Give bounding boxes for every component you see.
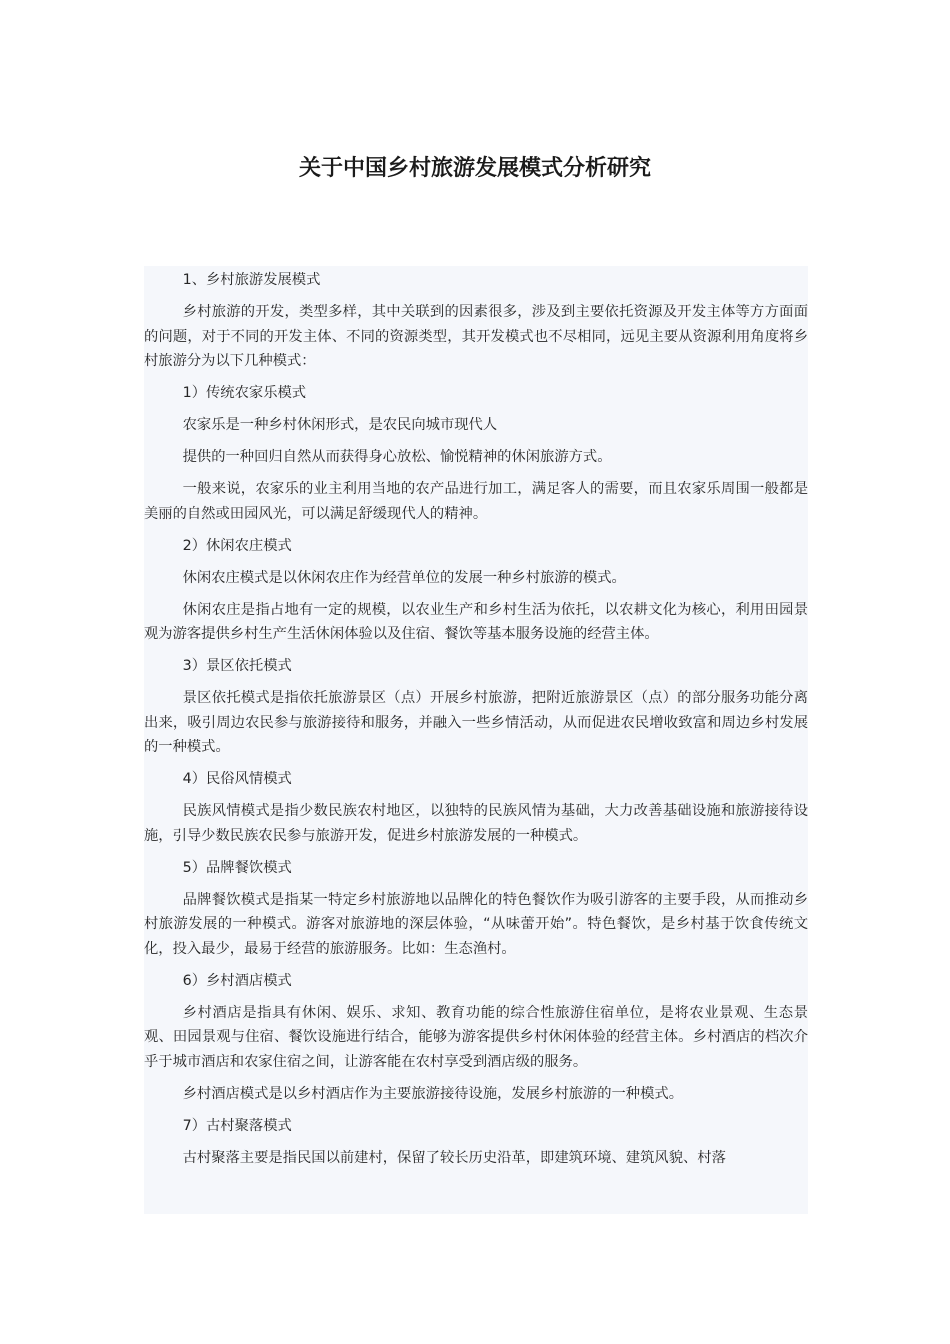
paragraph: 农家乐是一种乡村休闲形式，是农民向城市现代人 xyxy=(182,417,498,433)
paragraph: 景区依托模式是指依托旅游景区（点）开展乡村旅游，把附近旅游景区（点）的部分服务功能分离出来，吸引周边农民参与旅游接待和服务，并融入一些乡情活动，从而促进农民增收致富和周边乡村发展的一种模式。 xyxy=(144,690,808,755)
section-heading: 4）民俗风情模式 xyxy=(182,771,292,787)
section-heading: 2）休闲农庄模式 xyxy=(182,537,292,554)
paragraph: 乡村酒店是指具有休闲、娱乐、求知、教育功能的综合性旅游住宿单位，是将农业景观、生态景观、田园景观与住宿、餐饮设施进行结合，能够为游客提供乡村休闲体验的经营主体。乡村酒店的档次介乎于城市酒店和农家住宿之间，让游客能在农村享受到酒店级的服务。 xyxy=(144,1004,808,1070)
article-body xyxy=(144,266,808,1214)
article-content xyxy=(144,268,808,1170)
section-heading: 5）品牌餐饮模式 xyxy=(182,859,292,876)
section-heading: 6）乡村酒店模式 xyxy=(182,972,292,989)
paragraph: 民族风情模式是指少数民族农村地区，以独特的民族风情为基础，大力改善基础设施和旅游接待设施，引导少数民族农民参与旅游开发，促进乡村旅游发展的一种模式。 xyxy=(144,803,808,844)
section-heading: 1）传统农家乐模式 xyxy=(182,385,307,401)
paragraph: 古村聚落主要是指民国以前建村，保留了较长历史沿革，即建筑环境、建筑风貌、村落 xyxy=(182,1149,726,1166)
paragraph: 提供的一种回归自然从而获得身心放松、愉悦精神的休闲旅游方式。 xyxy=(182,449,612,465)
paragraph: 休闲农庄是指占地有一定的规模，以农业生产和乡村生活为依托，以农耕文化为核心，利用田园景观为游客提供乡村生产生活休闲体验以及住宿、餐饮等基本服务设施的经营主体。 xyxy=(144,601,808,642)
section-heading: 1、乡村旅游发展模式 xyxy=(182,272,321,288)
paragraph: 一般来说，农家乐的业主利用当地的农产品进行加工，满足客人的需要，而且农家乐周围一般都是美丽的自然或田园风光，可以满足舒缓现代人的精神。 xyxy=(144,481,808,522)
section-heading: 7）古村聚落模式 xyxy=(182,1117,292,1134)
paragraph: 休闲农庄模式是以休闲农庄作为经营单位的发展一种乡村旅游的模式。 xyxy=(182,569,626,586)
paragraph: 乡村酒店模式是以乡村酒店作为主要旅游接待设施，发展乡村旅游的一种模式。 xyxy=(182,1085,683,1102)
section-heading: 3）景区依托模式 xyxy=(182,658,292,674)
paragraph: 品牌餐饮模式是指某一特定乡村旅游地以品牌化的特色餐饮作为吸引游客的主要手段，从而推动乡村旅游发展的一种模式。游客对旅游地的深层体验，“从味蕾开始”。特色餐饮，是乡村基于饮食传统文化，投入最少，最易于经营的旅游服务。比如：生态渔村。 xyxy=(144,891,808,957)
document-title: 关于中国乡村旅游发展模式分析研究 xyxy=(298,156,651,181)
paragraph: 乡村旅游的开发，类型多样，其中关联到的因素很多，涉及到主要依托资源及开发主体等方方面面的问题，对于不同的开发主体、不同的资源类型，其开发模式也不尽相同，远见主要从资源利用角度将乡村旅游分为以下几种模式： xyxy=(144,304,808,369)
